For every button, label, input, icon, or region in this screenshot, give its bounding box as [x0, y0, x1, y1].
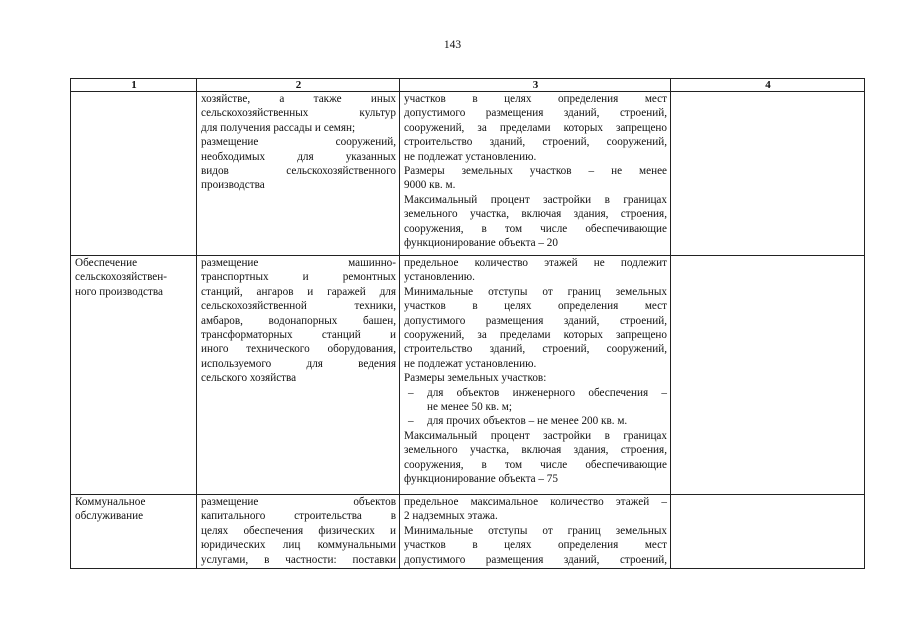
row-3-col-2	[197, 495, 400, 569]
cell-text-line: функционирование объекта – 75	[404, 473, 558, 486]
row-1-col-2	[197, 92, 400, 256]
cell-text-line: Максимальный процент застройки в границах	[404, 193, 667, 206]
cell-text-line: Размеры земельных участков – не менее	[404, 165, 667, 178]
header-col-1: 1	[71, 79, 197, 92]
cell-text-line: станций, ангаров и гаражей для	[201, 285, 396, 298]
row-2-col-1	[71, 256, 197, 495]
row-3-col-3	[400, 495, 671, 569]
cell-text-line: Минимальные отступы от границ земельных	[404, 524, 667, 537]
row-3-col-4	[671, 495, 865, 569]
cell-text-line: функционирование объекта – 20	[404, 237, 558, 250]
cell-text-line: целях обеспечения физических и	[201, 524, 396, 537]
cell-text-line: земельного участка, включая здания, строения,	[404, 444, 667, 457]
row-2-col-3	[400, 256, 671, 495]
header-col-2: 2	[197, 79, 400, 92]
cell-text-line: сооружений, за пределами которых запрещено	[404, 329, 667, 342]
cell-text-line: амбаров, водонапорных башен,	[201, 314, 396, 327]
cell-text-line: обслуживание	[75, 510, 144, 523]
cell-text-line: 9000 кв. м.	[404, 179, 456, 192]
cell-text-line: сельского хозяйства	[201, 372, 297, 385]
cell-text-line: Максимальный процент застройки в границах	[404, 429, 667, 442]
cell-text-line: необходимых для указанных	[201, 150, 396, 163]
list-item-text: для прочих объектов – не менее 200 кв. м.	[427, 415, 628, 428]
cell-text-line: используемого для ведения	[201, 357, 396, 370]
row-1-col-4	[671, 92, 865, 256]
cell-text-line: строительство зданий, строений, сооружений,	[404, 343, 667, 356]
table-row	[71, 92, 865, 256]
header-col-4: 4	[671, 79, 865, 92]
cell-text-line: размещение сооружений,	[201, 136, 396, 149]
cell-text-line: предельное количество этажей не подлежит	[404, 257, 667, 269]
cell-text-line: допустимого размещения зданий, строений,	[404, 314, 667, 327]
list-dash: –	[408, 386, 414, 399]
row-2-col-4	[671, 256, 865, 495]
cell-text-line: Размеры земельных участков:	[404, 372, 547, 385]
page-number: 143	[443, 39, 462, 51]
cell-text-line: предельное максимальное количество этажей –	[404, 496, 667, 508]
cell-text-line: иного технического оборудования,	[201, 343, 396, 356]
cell-text-line: капитального строительства в	[201, 510, 396, 523]
header-col-3: 3	[400, 79, 671, 92]
cell-text-line: хозяйстве, а также иных	[201, 93, 396, 105]
table-row	[71, 256, 865, 495]
cell-text-line	[404, 414, 667, 428]
table-header-row	[71, 79, 865, 92]
cell-text-line: Обеспечение	[75, 257, 138, 269]
cell-text-line: 2 надземных этажа.	[404, 510, 498, 523]
cell-text-line: участков в целях определения мест	[404, 300, 667, 313]
cell-text-line: допустимого размещения зданий, строений,	[404, 107, 667, 120]
zoning-table	[70, 78, 865, 569]
cell-text-line: установлению.	[404, 271, 475, 284]
row-2-col-2	[197, 256, 400, 495]
cell-text-line: размещение объектов	[201, 496, 396, 508]
cell-text-line: Коммунальное	[75, 496, 146, 508]
row-1-col-3	[400, 92, 671, 256]
cell-text-line: услугами, в частности: поставки	[201, 553, 396, 566]
cell-text-line: производства	[201, 179, 265, 192]
cell-text-line: сельскохозяйственных культур	[201, 107, 396, 120]
cell-text-line	[404, 386, 667, 400]
cell-text-line: сооружения, в том числе обеспечивающие	[404, 458, 667, 471]
cell-text-line: строительство зданий, строений, сооружений,	[404, 136, 667, 149]
cell-text-line: Минимальные отступы от границ земельных	[404, 285, 667, 298]
row-1-col-1	[71, 92, 197, 256]
list-item-text: для объектов инженерного обеспечения –	[427, 386, 667, 399]
cell-text-line: допустимого размещения зданий, строений,	[404, 553, 667, 566]
cell-text-line: земельного участка, включая здания, строения,	[404, 208, 667, 221]
cell-text-line: сооружений, за пределами которых запрещено	[404, 121, 667, 134]
cell-text-line: ного производства	[75, 285, 163, 298]
cell-text-line: для получения рассады и семян;	[201, 121, 356, 134]
cell-text-line: не подлежат установлению.	[404, 357, 537, 370]
cell-text-line: видов сельскохозяйственного	[201, 165, 396, 178]
cell-text-line: не подлежат установлению.	[404, 150, 537, 163]
cell-text-line: участков в целях определения мест	[404, 93, 667, 105]
cell-text-line: сельскохозяйственной техники,	[201, 300, 396, 313]
cell-text-line: трансформаторных станций и	[201, 329, 396, 342]
cell-text-line: размещение машинно-	[201, 257, 396, 269]
cell-text-line: юридических лиц коммунальными	[201, 539, 396, 552]
cell-text-line: участков в целях определения мест	[404, 539, 667, 552]
cell-text-line: не менее 50 кв. м;	[427, 401, 512, 414]
cell-text-line: транспортных и ремонтных	[201, 271, 396, 284]
cell-text-line: сельскохозяйствен-	[75, 271, 167, 284]
cell-text-line: сооружения, в том числе обеспечивающие	[404, 222, 667, 235]
list-dash: –	[408, 415, 414, 428]
row-3-col-1	[71, 495, 197, 569]
table-row	[71, 495, 865, 569]
